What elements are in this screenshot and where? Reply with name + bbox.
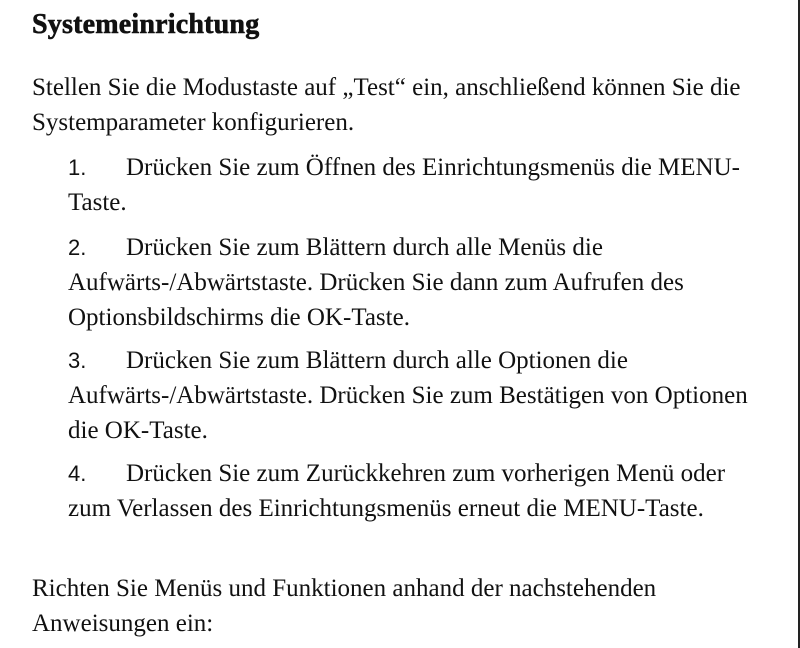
section-heading: Systemeinrichtung <box>32 9 260 40</box>
step-item <box>68 150 768 220</box>
step-number: 2. <box>68 235 87 260</box>
step-text: Drücken Sie zum Zurückkehren zum vorherigen Menü oder zum Verlassen des Einrichtungsmenüs erneut die MENU-Taste. <box>68 460 726 522</box>
intro-paragraph: Stellen Sie die Modustaste auf „Test“ ein, anschließend können Sie die Systemparameter konfigurieren. <box>32 74 741 136</box>
step-number: 1. <box>68 155 87 180</box>
step-number: 4. <box>68 461 87 486</box>
step-item <box>68 230 768 335</box>
outro-paragraph: Richten Sie Menüs und Funktionen anhand der nachstehenden Anweisungen ein: <box>32 575 657 637</box>
step-item <box>68 343 768 448</box>
step-text: Drücken Sie zum Öffnen des Einrichtungsmenüs die MENU-Taste. <box>68 154 740 216</box>
step-number: 3. <box>68 348 87 373</box>
step-text: Drücken Sie zum Blättern durch alle Menüs die Aufwärts-/Abwärtstaste. Drücken Sie dann zum Aufrufen des Optionsbildschirms die OK-Taste. <box>68 234 684 331</box>
step-item <box>68 456 768 526</box>
step-text: Drücken Sie zum Blättern durch alle Optionen die Aufwärts-/Abwärtstaste. Drücken Sie zum Bestätigen von Optionen die OK-Taste. <box>68 347 748 444</box>
